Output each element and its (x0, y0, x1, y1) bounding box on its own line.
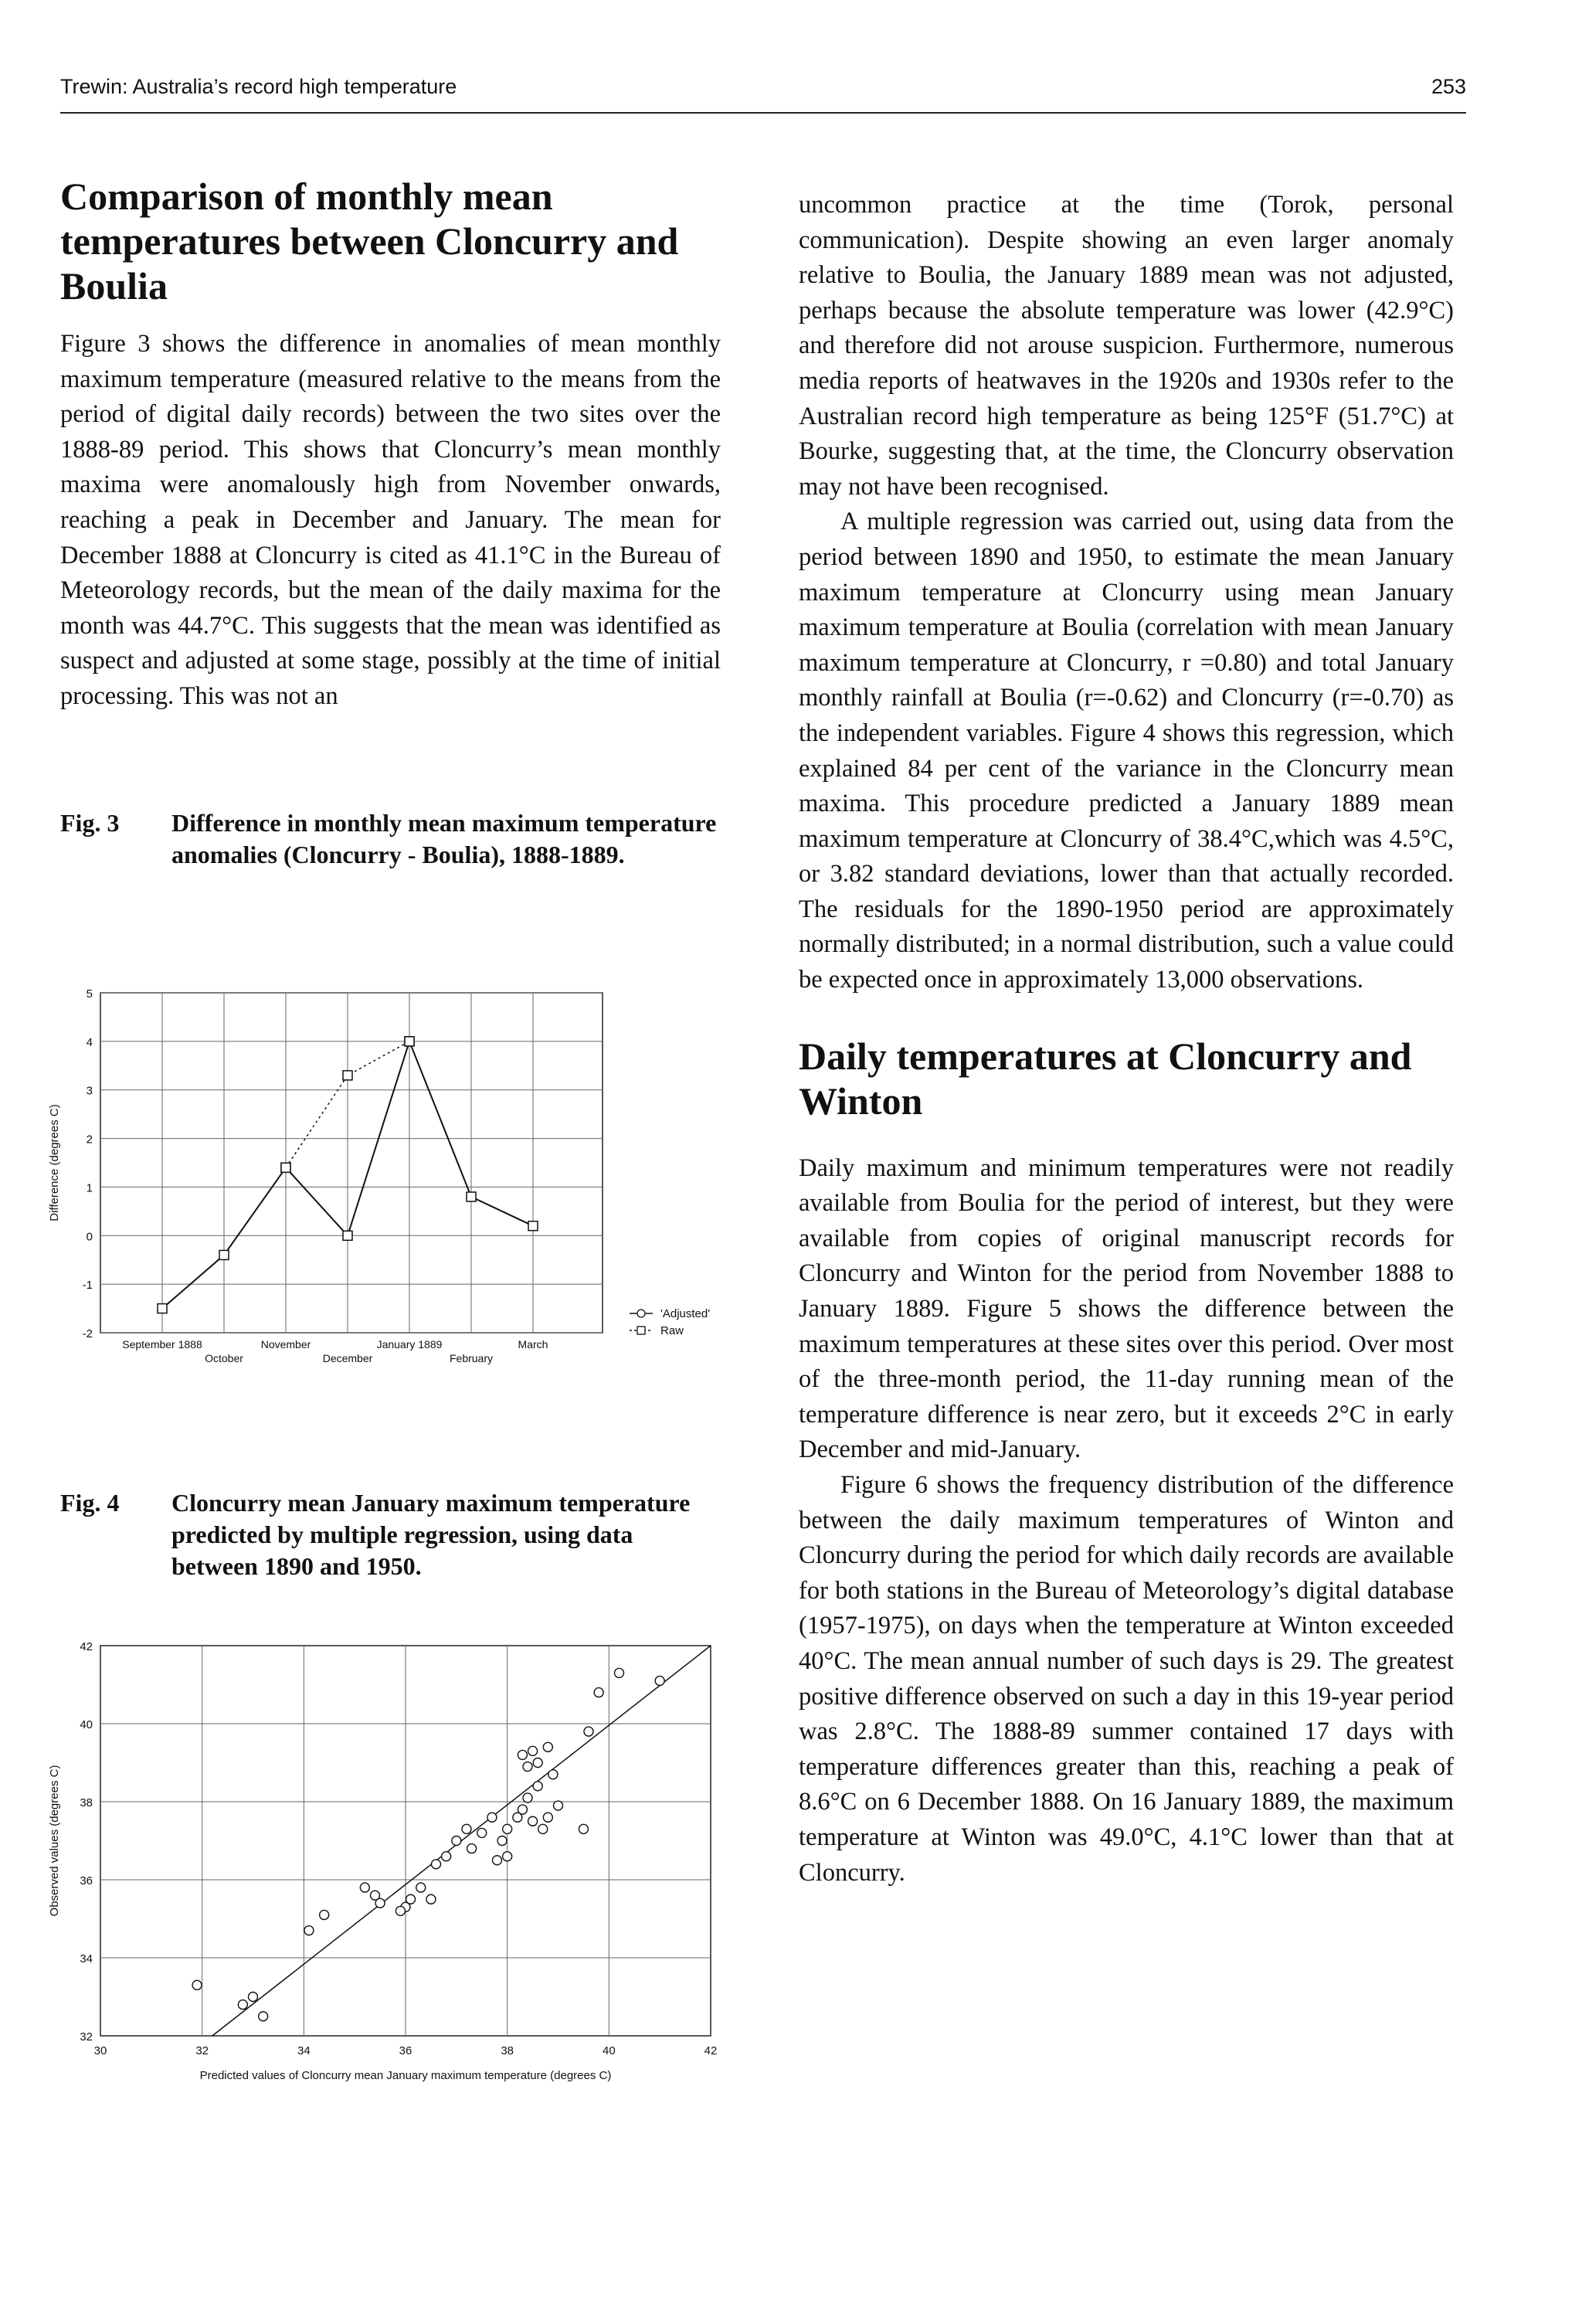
scatter-point (467, 1844, 477, 1853)
scatter-point (238, 2000, 247, 2010)
data-point-marker (343, 1071, 352, 1080)
scatter-point (513, 1813, 522, 1822)
y-tick-label: 2 (86, 1133, 93, 1147)
scatter-point (249, 1993, 258, 2002)
legend-marker (637, 1327, 645, 1334)
legend-label: 'Adjusted' (660, 1307, 711, 1320)
scatter-point (538, 1824, 548, 1833)
scatter-point (432, 1860, 441, 1869)
scatter-point (452, 1836, 461, 1846)
scatter-point (360, 1883, 369, 1892)
scatter-point (493, 1856, 502, 1865)
y-tick-label: 40 (80, 1718, 93, 1731)
scatter-point (543, 1742, 552, 1751)
figure-4-caption-text: Cloncurry mean January maximum temperature predicted by multiple regression, using data between 1890 and 1950. (171, 1489, 691, 1580)
y-tick-label: 42 (80, 1640, 93, 1653)
scatter-point (584, 1727, 593, 1736)
legend-label: Raw (660, 1324, 684, 1337)
scatter-point (320, 1910, 329, 1919)
y-tick-label: 3 (86, 1084, 93, 1098)
figure-4-scatter-chart (46, 1634, 742, 2113)
page-number: 253 (1431, 75, 1466, 98)
data-point-marker (528, 1221, 538, 1231)
scatter-point (554, 1801, 563, 1810)
x-tick-label: 40 (602, 2044, 616, 2057)
scatter-point (594, 1688, 603, 1697)
x-tick-label: October (205, 1352, 243, 1364)
data-point-marker (405, 1037, 414, 1046)
data-point-marker (281, 1163, 290, 1172)
x-tick-label: January 1889 (376, 1338, 443, 1351)
data-point-marker (158, 1304, 167, 1313)
scatter-point (426, 1894, 436, 1904)
y-tick-label: 36 (80, 1874, 93, 1887)
scatter-point (543, 1813, 552, 1822)
section-heading-daily: Daily temperatures at Cloncurry and Winton (799, 1034, 1412, 1123)
running-header (60, 75, 1466, 110)
y-tick-label: 38 (80, 1796, 93, 1809)
header-rule (60, 112, 1466, 114)
section-heading-comparison: Comparison of monthly mean temperatures between Cloncurry and Boulia (60, 175, 679, 307)
data-point-marker (467, 1192, 476, 1201)
scatter-point (406, 1894, 416, 1904)
scatter-point (497, 1836, 507, 1846)
scatter-point (533, 1782, 542, 1791)
scatter-point (304, 1926, 314, 1935)
scatter-point (462, 1824, 471, 1833)
y-tick-label: 0 (86, 1230, 93, 1244)
y-tick-label: 1 (86, 1181, 93, 1195)
y-tick-label: 34 (80, 1952, 93, 1966)
figure-3-caption (60, 807, 725, 877)
scatter-point (192, 1980, 202, 1989)
data-point-marker (219, 1250, 229, 1259)
scatter-point (503, 1852, 512, 1861)
x-tick-label: December (322, 1352, 373, 1364)
scatter-point (375, 1898, 385, 1908)
scatter-point (528, 1746, 538, 1755)
scatter-point (523, 1762, 532, 1772)
running-title: Trewin: Australia’s record high temperature (60, 75, 457, 98)
scatter-point (487, 1813, 497, 1822)
x-tick-label: 42 (704, 2044, 718, 2057)
scatter-point (533, 1758, 542, 1768)
body-paragraph: Figure 6 shows the frequency distribution of the difference between the daily maximum temperatures of Winton and Cloncurry during the period for which daily records are available for both stations in the Bureau of Meteorology’s digital database (1957-1975), on days when the temperature at Winton exceeded 40°C. The mean annual number of such days is 29. The greatest positive difference observed on such a day in this 19-year period was 2.8°C. The 1888-89 summer contained 17 days with temperature differences greater than this, reaching a peak of 8.6°C on 6 December 1888. On 16 January 1889, the maximum temperature at Winton was 49.0°C, 4.1°C lower than that at Cloncurry. (799, 1471, 1454, 1887)
x-tick-label: February (449, 1352, 494, 1364)
scatter-point (416, 1883, 426, 1892)
x-tick-label: 32 (195, 2044, 209, 2057)
scatter-point (477, 1828, 487, 1837)
scatter-point (579, 1824, 588, 1833)
x-tick-label: March (518, 1338, 548, 1351)
y-axis-label: Difference (degrees C) (48, 1104, 61, 1221)
y-axis-label: Observed values (degrees C) (48, 1765, 61, 1917)
right-column (799, 188, 1454, 1891)
y-tick-label: 4 (86, 1035, 93, 1049)
legend-marker (637, 1310, 645, 1317)
y-tick-label: 32 (80, 2030, 93, 2044)
figure-3-line-chart (46, 970, 742, 1402)
body-paragraph: Figure 3 shows the difference in anomalies of mean monthly maximum temperature (measured relative to the means from the period of digital daily records) between the two sites over the 1888-89 period. This shows that Cloncurry’s mean monthly maxima were anomalously high from November onwards, reaching a peak in December and January. The mean for December 1888 at Cloncurry is cited as 41.1°C in the Bureau of Meteorology records, but the mean of the daily maxima for the month was 44.7°C. This suggests that the mean was identified as suspect and adjusted at some stage, possibly at the time of initial processing. This was not an (60, 330, 721, 710)
y-tick-label: 5 (86, 987, 93, 1001)
x-tick-label: September 1888 (122, 1338, 202, 1351)
body-paragraph: uncommon practice at the time (Torok, personal communication). Despite showing an even larger anomaly relative to Boulia, the January 1889 mean was not adjusted, perhaps because the absolute temperature was lower (42.9°C) and therefore did not arouse suspicion. Furthermore, numerous media reports of heatwaves in the 1920s and 1930s refer to the Australian record high temperature as being 125°F (51.7°C) at Bourke, suggesting that, at the time, the Cloncurry observation may not have been recognised. (799, 191, 1454, 501)
x-tick-label: 34 (297, 2044, 311, 2057)
plot-frame (100, 993, 603, 1333)
scatter-point (655, 1676, 664, 1685)
figure-4-label: Fig. 4 (60, 1489, 120, 1517)
x-tick-label: 38 (501, 2044, 514, 2057)
scatter-point (528, 1816, 538, 1826)
scatter-point (518, 1750, 527, 1759)
scatter-point (396, 1906, 405, 1915)
body-paragraph: A multiple regression was carried out, using data from the period between 1890 and 1950, to estimate the mean January maximum temperature at Cloncurry using mean January maximum temperature at Boulia (correlation with mean January maximum temperature at Cloncurry, r =0.80) and total January monthly rainfall at Boulia (r=-0.62) and Cloncurry (r=-0.70) as the independent variables. Figure 4 shows this regression, which explained 84 per cent of the variance in the Cloncurry mean maxima. This procedure predicted a January 1889 mean maximum temperature at Cloncurry of 38.4°C,which was 4.5°C, or 3.82 standard deviations, lower than that actually recorded. The residuals for the 1890-1950 period are approximately normally distributed; in a normal distribution, such a value could be expected once in approximately 13,000 observations. (799, 508, 1454, 994)
figure-3-caption-text: Difference in monthly mean maximum temperature anomalies (Cloncurry - Boulia), 1888-1889. (171, 809, 717, 868)
x-tick-label: 30 (93, 2044, 107, 2057)
scatter-point (548, 1770, 558, 1779)
figure-3-label: Fig. 3 (60, 809, 120, 837)
scatter-point (442, 1852, 451, 1861)
scatter-point (503, 1824, 512, 1833)
x-axis-label: Predicted values of Cloncurry mean January maximum temperature (degrees C) (199, 2069, 612, 2082)
y-tick-label: -1 (82, 1279, 93, 1293)
scatter-point (615, 1668, 624, 1677)
body-paragraph: Daily maximum and minimum temperatures were not readily available from Boulia for the period of interest, but they were available from copies of original manuscript records for Cloncurry and Winton for the period from November 1888 to January 1889. Figure 5 shows the difference between the maximum temperatures at these sites over this period. Over most of the three-month period, the 11-day running mean of the temperature difference is near zero, but it exceeds 2°C in early December and mid-January. (799, 1154, 1454, 1464)
data-point-marker (343, 1231, 352, 1240)
x-tick-label: November (260, 1338, 311, 1351)
left-column (60, 174, 721, 715)
figure-4-caption (60, 1487, 725, 1588)
scatter-point (259, 2012, 268, 2021)
y-tick-label: -2 (82, 1327, 93, 1340)
scatter-point (523, 1793, 532, 1802)
x-tick-label: 36 (399, 2044, 412, 2057)
